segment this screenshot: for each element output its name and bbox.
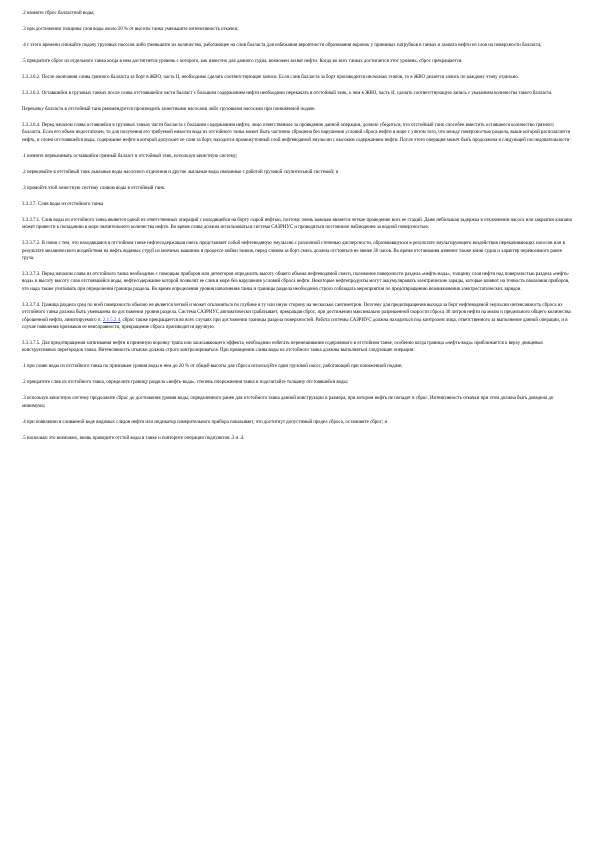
list-item: .3 при достижении толщины слоя воды около 20 % от высоты танка уменьшите интенсивность откачки; [22, 27, 239, 32]
paragraph: 3.3.3.7.2. В связи с тем, что находящаяся в отстойном танке нефтесодержащая смесь представляет собой нефтеводяную эмульсию с различной степенью дисперсности, образовавшуюся в результате эмульгирующего воздействия перекачивающих насосов или в результате механического воздействия на нефть водяных струй из моечных машинок в процессе мойки танков, перед сливом за борт смесь должна отстояться не менее 36 часов. Во время отстаивания изменит также коню судна и характер перевозимого ранее груза. [22, 241, 565, 262]
list-item: .5 прекратите сброс из отдельного танка когда в нем достигнется уровень с которого, как известно для данного судна, возможен захват нефти. Когда во всех танках достигается этот уровень, сброс прекращается. [22, 59, 463, 64]
section-link[interactable]: 2.1.5.2.4 [102, 317, 121, 323]
list-item: .2 перекачайте в отстойный танк льяльные воды насосного отделения и другие льяльные воды связанные с работой грузовой скупительной системой; и [22, 169, 339, 175]
paragraph: 3.3.3.6.4. Перед началом слива оставшейся в грузовых танках части балласта с большим содержанием нефти, лицо ответственное за проведение данной операции, должно убедиться, что отстойный танк способен вместить оставшееся количество грязного балласта. Если его объем недостаточен, то для получения его требуемой емкости вода из отстойного танка может быть частично сброшена без нарушения условий сброса нефти в море с учетом того, что между поверхностью раздела, выше которой располагается нефть, и слоем отстоявшейся воды, содержание нефти в которой допускает ее слив за борт, находится промежуточный слой нефтеводяной эмульсии с высоким содержанием нефти. После этого операция может быть продолжена в следующей последовательности: [22, 123, 571, 143]
paragraph: Перекачку балласта в отстойный танк рекомендуется производить зачистными насосами либо грузовыми насосами при пониженной подаче. [22, 107, 316, 112]
paragraph: 3.3.3.7.5. Для предотвращения затягивания нефти в приемную воронку трапа или засасывающего эффекта, необходимо избегать перемешивания содержимого в отстойном танке, особенно когда граница «нефть-вода» приближается к верху днищевых конструктивных перегородок танка. Интенсивность откачки должна строго контролироваться. При проведении слива воды из отстойного танка должны выполняться следующие операции: [22, 341, 544, 354]
list-item: .1 начните перекачивать оставшийся грязный балласт в отстойный танк, используя зачистную систему; [22, 153, 238, 159]
list-item: .2 начните сброс балластной воды; [22, 11, 95, 16]
paragraph: 3.3.3.6.3. Оставшийся в грузовых танках после слива отстоявшейся части балласт с большим содержанием нефти необходимо перекачать в отстойный танк, о чем в ЖВО, часть II, сделать соответствующую запись с указанием количества такого балласта. [22, 91, 553, 96]
list-item: .4 при появлении в сливаемой воде видимых следов нефти или индикатор измерительного прибора показывает, что достигнут допустимый предел сброса, остановите сброс; и [22, 419, 388, 425]
list-item: .4 с этого времени снижайте подачу грузовых насосов либо уменьшите их количество, работающее на слив балласта для избежания вероятности образования воронок у приемных патрубков в танках и захвата нефти из слоя на поверхности балласта; [22, 43, 542, 48]
paragraph-text: 3.3.3.7.4. Граница раздела сред по всей поверхности обычно не является четкой и может отклоняться по глубине в ту или иную сторону на несколько сантиметров. Поэтому для предотвращения выхода за борт нефтеводяной эмульсии интенсивность сброса из отстойного танка должна быть уменьшена по достижении уровня раздела. Система САЗРИУС автоматически срабатывает, прекращая сброс, при достижении максимально разрешенной скорости сброса 30 литров нефти на милю и предельного общего количества сброшенной нефти, лимитируемого п. [22, 302, 571, 323]
paragraph: 3.3.3.6.2. После окончания слива грязного балласта за борт в ЖВО, часть II, необходимо сделать соответствующие записи. Если слив балласта за борт производится несколько этапов, то в ЖВО делается запись по каждому этапу отдельно. [22, 75, 519, 80]
list-item: .5 насколько это возможно, вновь проведите отстой воды в танке и повторите операции подпунктов .3 и .4. [22, 435, 245, 441]
list-item: .3 промойте этой зачистную систему сливом воды в отстойный танк. [22, 185, 166, 191]
list-item: .3 используя зачистную систему продолжите сброс до достижения уровня воды, определенного ранее для отстойного танка данной конструкции и размера, при котором нефть не попадет в сброс. Интенсивность откачки при этом должна быть доведена до минимума; [22, 396, 554, 409]
list-item: .2 прекратите слив из отстойного танка, определите границу раздела «нефть-вода», степень опорожнения танка и подсчитайте толщину отстоявшейся воды; [22, 380, 349, 386]
paragraph-text-tail: , сброс также прекращается во всех случаях при достижении границы раздела поверхностей. Работа системы САЗРИУС должна находиться под контролем лица, ответственного за выполнение данной операции, и в случае появления признаков ее неисправности, прекращение сброса производится вручную. [22, 317, 568, 331]
paragraph-with-link [22, 302, 573, 332]
list-item: .1 при сливе воды из отстойного танка по признакам уровня воды в нем до 20 % от общей высоты для сброса используйте один грузовой насос, работающий при пониженной подаче; [22, 364, 403, 370]
paragraph: 3.3.3.7.3. Перед началом слива из отстойного танка необходимо с помощью приборов или детекторов определить высоту общего объема нефтеводяной смеси, положение поверхности раздела «нефть-вода», толщину слоя нефти над поверхностью раздела «нефть-вода» и высоту высоту слоя отстоявшейся воды, нефтесодержание которой позволит ее слив в море без нарушения условий сброса нефти. Некоторые нефтепродукты могут аккумулировать электрические заряды, которые влияют на точность показания приборов, что надо также учитывать при определении границы раздела. Во время определения уровня наполнения танка и границы раздела необходимо строго соблюдать мероприятия по предотвращению возникновения электростатических зарядов. [22, 272, 570, 292]
section-heading: 3.3.3.7. Слив воды из отстойного танка [22, 201, 104, 207]
paragraph: 3.3.3.7.1. Слив воды из отстойного танка является одной из ответственных операций с находящейся на борту сырой нефтью, поэтому очень важным является четкое проведение всех ее стадий. Даже небольшая задержка в отключении насоса или закрытии клапана может привести к попаданию в море значительного количества нефти. Во время слива должна использоваться система САЗРИУС и проводиться постоянное наблюдение за водной поверхностью. [22, 217, 572, 231]
